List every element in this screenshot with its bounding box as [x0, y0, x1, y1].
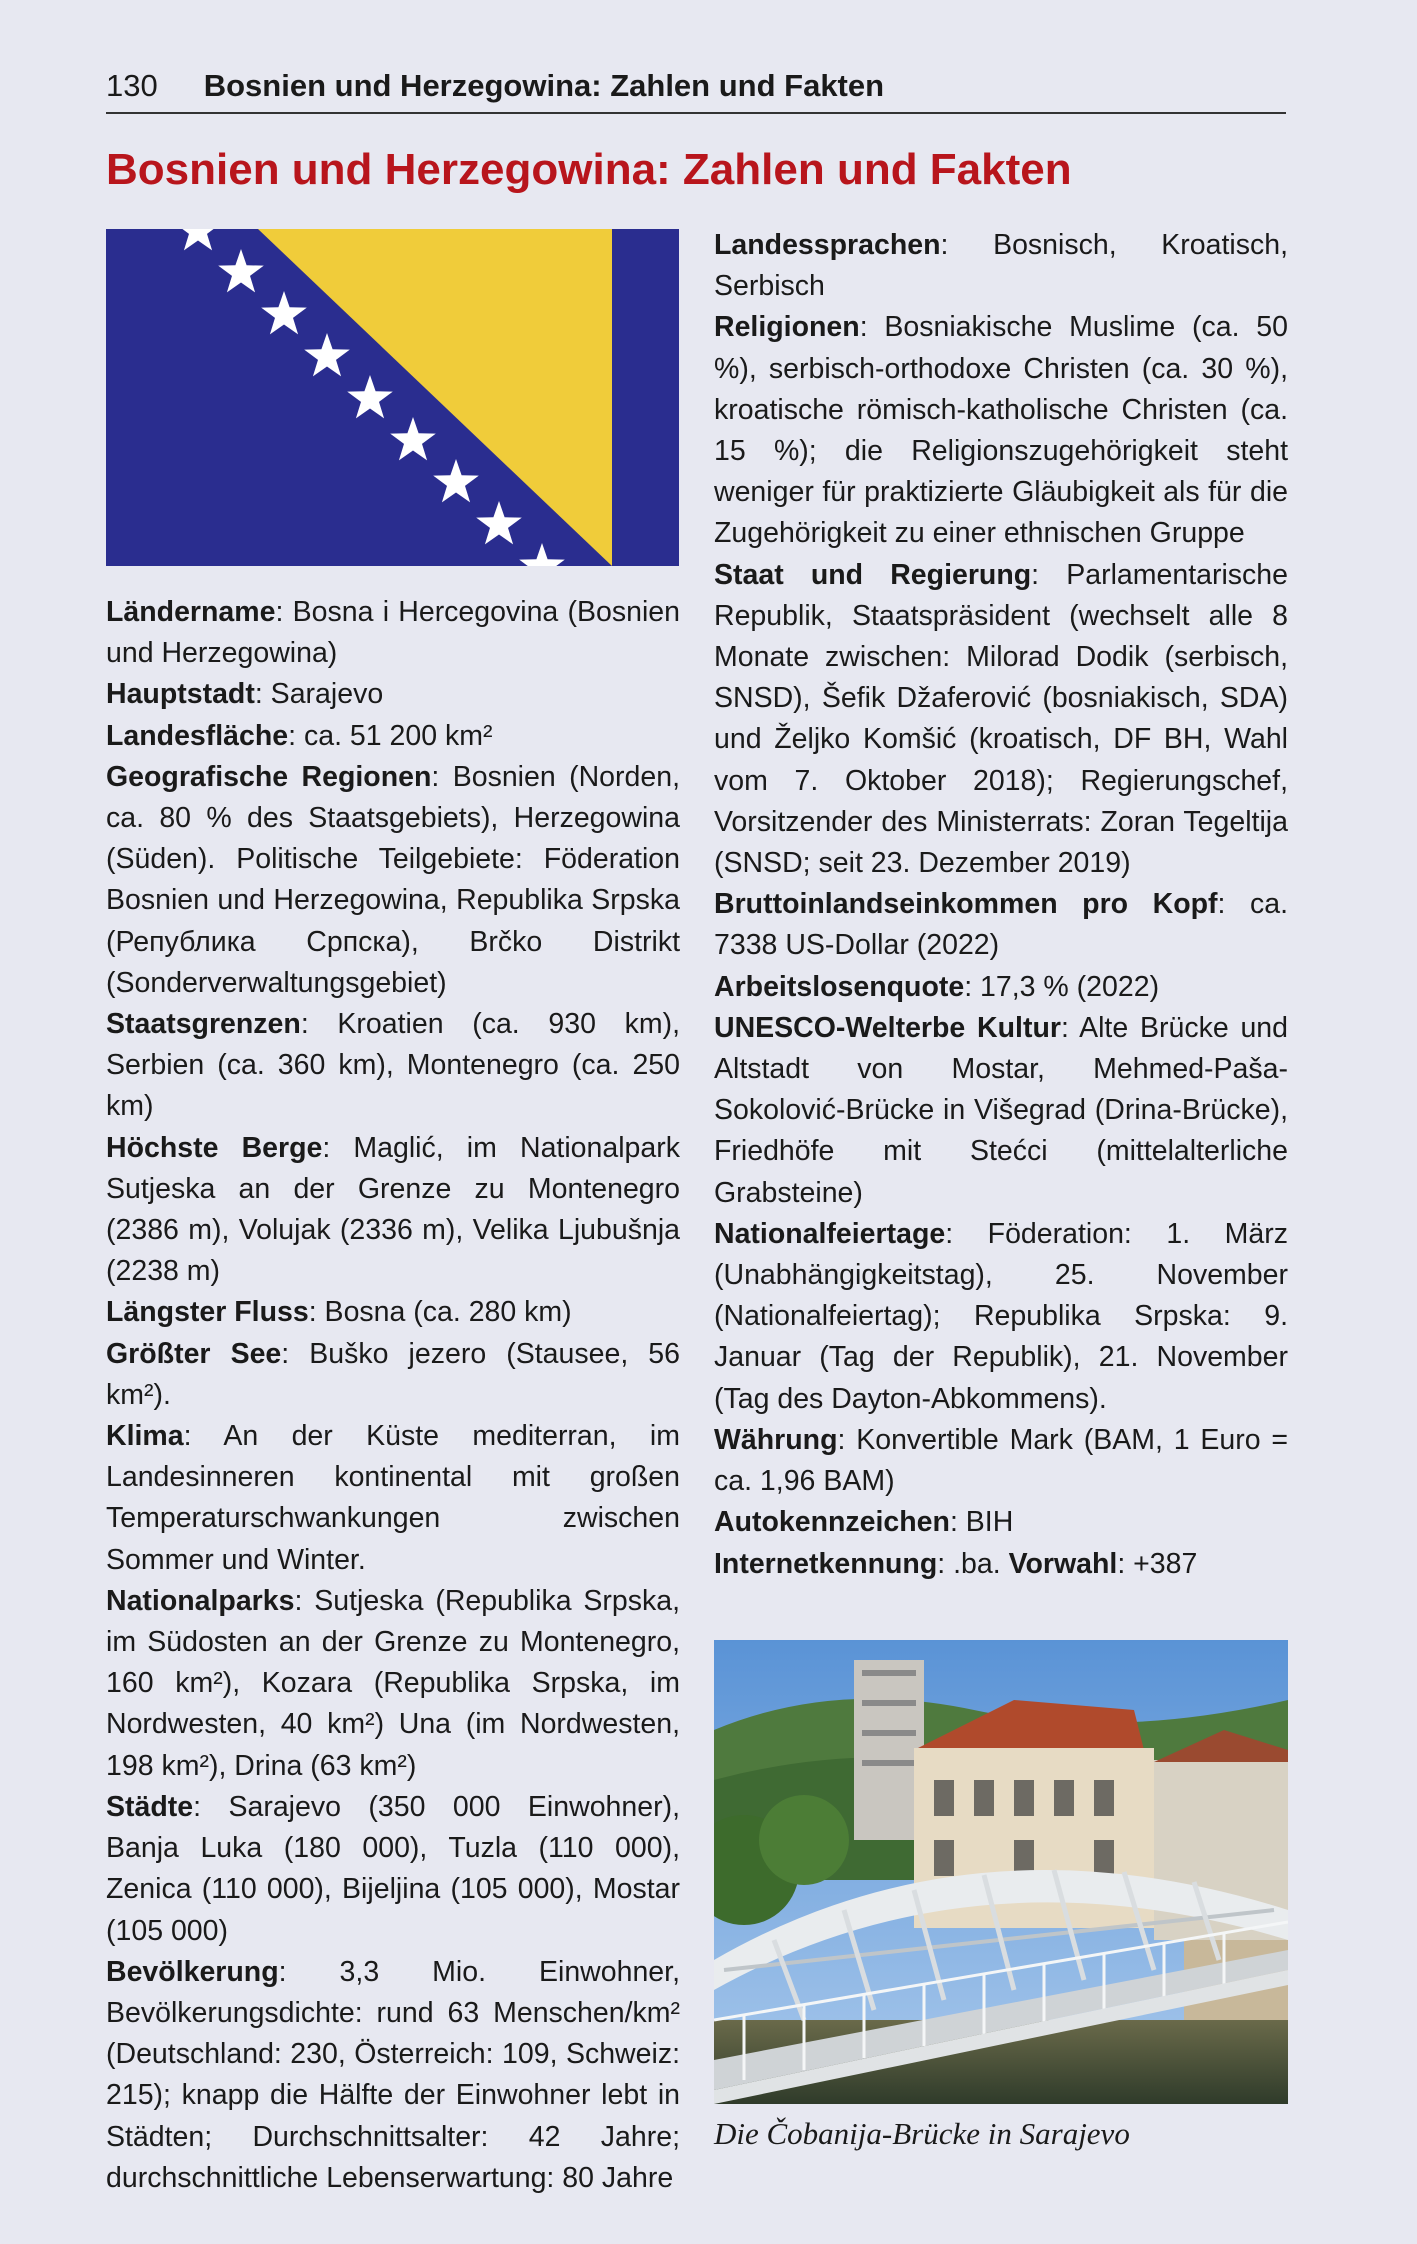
page-title: Bosnien und Herzegowina: Zahlen und Fakten [106, 145, 1072, 194]
fact-label: Größter See [106, 1337, 282, 1370]
photo-caption: Die Čobanija-Brücke in Sarajevo [714, 2116, 1130, 2151]
fact-label: Höchste Berge [106, 1131, 323, 1164]
fact-entry [106, 1787, 680, 1952]
fact-label: Staat und Regierung [714, 558, 1032, 591]
fact-text: : .ba. [937, 1547, 1009, 1580]
fact-label: Geografische Regionen [106, 760, 432, 793]
fact-label: Klima [106, 1420, 184, 1453]
fact-text: : +387 [1117, 1547, 1198, 1580]
fact-entry [106, 716, 680, 757]
fact-entry [714, 967, 1288, 1008]
fact-entry [714, 1420, 1288, 1502]
fact-text: : Föderation: 1. März (Unabhängigkeitstag), 25. November (Nationalfeiertag); Republika Srpska: 9. Januar (Tag der Republik), 21. November (Tag des Dayton-Abkommens). [714, 1217, 1288, 1415]
bridge-photo [714, 1640, 1288, 2104]
fact-text: : Maglić, im Nationalpark Sutjeska an der Grenze zu Montenegro (2386 m), Volujak (2336 m), Velika Ljubušnja (2238 m) [106, 1131, 680, 1288]
fact-label: Längster Fluss [106, 1296, 309, 1329]
fact-text: : 3,3 Mio. Einwohner, Bevölkerungsdichte: rund 63 Menschen/km² (Deutschland: 230, Österreich: 109, Schweiz: 215); knapp die Hälfte der Einwohner lebt in Städten; Durchschnittsalter: 42 Jahre; durchschnittliche Lebenserwartung: 80 Jahre [106, 1955, 680, 2194]
page-number: 130 [106, 68, 158, 103]
fact-entry [106, 1004, 680, 1128]
facts-right-column [714, 225, 1288, 1585]
facts-left-column [106, 592, 680, 2199]
fact-text: : An der Küste mediterran, im Landesinneren kontinental mit großen Temperaturschwankungen zwischen Sommer und Winter. [106, 1420, 680, 1576]
fact-label: Vorwahl [1008, 1547, 1118, 1580]
fact-label: Nationalparks [106, 1584, 295, 1617]
fact-entry [714, 307, 1288, 554]
fact-entry [714, 1502, 1288, 1543]
fact-label: Arbeitslosenquote [714, 970, 965, 1003]
fact-text: : 17,3 % (2022) [964, 970, 1160, 1003]
fact-entry [106, 1292, 680, 1333]
fact-label: Bruttoinlandseinkommen pro Kopf [714, 888, 1218, 921]
fact-entry [714, 225, 1288, 307]
fact-text: : Sutjeska (Republika Srpska, im Südosten an der Grenze zu Montenegro, 160 km²), Kozara (Republika Srpska, im Nordwesten, 40 km²) Una (im Nordwesten, 198 km²), Drina (63 km²) [106, 1584, 680, 1782]
fact-entry [106, 1334, 680, 1416]
fact-entry [106, 1581, 680, 1787]
fact-label: Autokennzeichen [714, 1506, 950, 1539]
fact-text: : Parlamentarische Republik, Staatspräsident (wechselt alle 8 Monate zwischen: Milorad Dodik (serbisch, SNSD), Šefik Džaferović (bosniakisch, SDA) und Željko Komšić (kroatisch, DF BH, Wahl vom 7. Oktober 2018); Regierungschef, Vorsitzender des Ministerrats: Zoran Tegeltija (SNSD; seit 23. Dezember 2019) [714, 558, 1288, 880]
fact-entry-internet [714, 1544, 1288, 1585]
fact-label: Ländername [106, 596, 276, 628]
fact-label: UNESCO-Welterbe Kultur [714, 1011, 1061, 1044]
fact-text: : Bosniakische Muslime (ca. 50 %), serbisch-orthodoxe Christen (ca. 30 %), kroatische römisch-katholische Christen (ca. 15 %); die Religionszugehörigkeit steht weniger für praktizierte Gläubigkeit als für die Zugehörigkeit zu einer ethnischen Gruppe [714, 311, 1288, 550]
fact-label: Religionen [714, 311, 860, 344]
fact-label: Währung [714, 1423, 838, 1456]
fact-text: : Bosnisch, Kroatisch, Serbisch [714, 229, 1288, 303]
fact-text: : Bosna i Hercegovina (Bosnien und Herzegowina) [106, 596, 680, 670]
fact-label: Internetkennung [714, 1547, 938, 1580]
fact-label: Staatsgrenzen [106, 1008, 301, 1041]
fact-text: : Alte Brücke und Altstadt von Mostar, Mehmed-Paša-Sokolović-Brücke in Višegrad (Drina-Brücke), Friedhöfe mit Stećci (mittelalterliche Grabsteine) [714, 1011, 1288, 1209]
fact-entry [106, 1952, 680, 2199]
fact-label: Nationalfeiertage [714, 1217, 946, 1250]
fact-text: : Konvertible Mark (BAM, 1 Euro = ca. 1,96 BAM) [714, 1423, 1288, 1498]
fact-text: : Bosnien (Norden, ca. 80 % des Staatsgebiets), Herzegowina (Süden). Politische Teilgebiete: Föderation Bosnien und Herzegowina, Republika Srpska (Република Српска), Brčko Distrikt (Sonderverwaltungsgebiet) [106, 760, 680, 999]
fact-text: : Buško jezero (Stausee, 56 km²). [106, 1337, 680, 1411]
fact-text: : ca. 51 200 km² [288, 719, 493, 752]
fact-label: Bevölkerung [106, 1955, 279, 1988]
fact-entry [714, 1008, 1288, 1214]
fact-entry [106, 757, 680, 1004]
fact-text: : Bosna (ca. 280 km) [308, 1296, 572, 1329]
fact-entry [106, 592, 680, 674]
fact-label: Landessprachen [714, 229, 941, 261]
fact-entry [106, 1416, 680, 1581]
fact-entry [714, 1214, 1288, 1420]
fact-text: : Sarajevo [254, 678, 384, 711]
fact-text: : ca. 7338 US-Dollar (2022) [714, 888, 1289, 962]
fact-text: : BIH [949, 1506, 1014, 1539]
fact-entry [714, 884, 1288, 966]
running-title: Bosnien und Herzegowina: Zahlen und Fakten [203, 68, 885, 103]
fact-label: Hauptstadt [106, 678, 255, 711]
bosnia-flag-icon [106, 229, 679, 566]
fact-entry [106, 1128, 680, 1293]
running-head [106, 66, 1286, 114]
fact-label: Landesfläche [106, 719, 289, 752]
fact-entry [106, 674, 680, 715]
fact-text: : Sarajevo (350 000 Einwohner), Banja Luka (180 000), Tuzla (110 000), Zenica (110 000), Bijeljina (105 000), Mostar (105 000) [106, 1790, 680, 1947]
fact-entry [714, 555, 1288, 885]
fact-text: : Kroatien (ca. 930 km), Serbien (ca. 360 km), Montenegro (ca. 250 km) [106, 1008, 680, 1123]
fact-label: Städte [106, 1790, 194, 1823]
